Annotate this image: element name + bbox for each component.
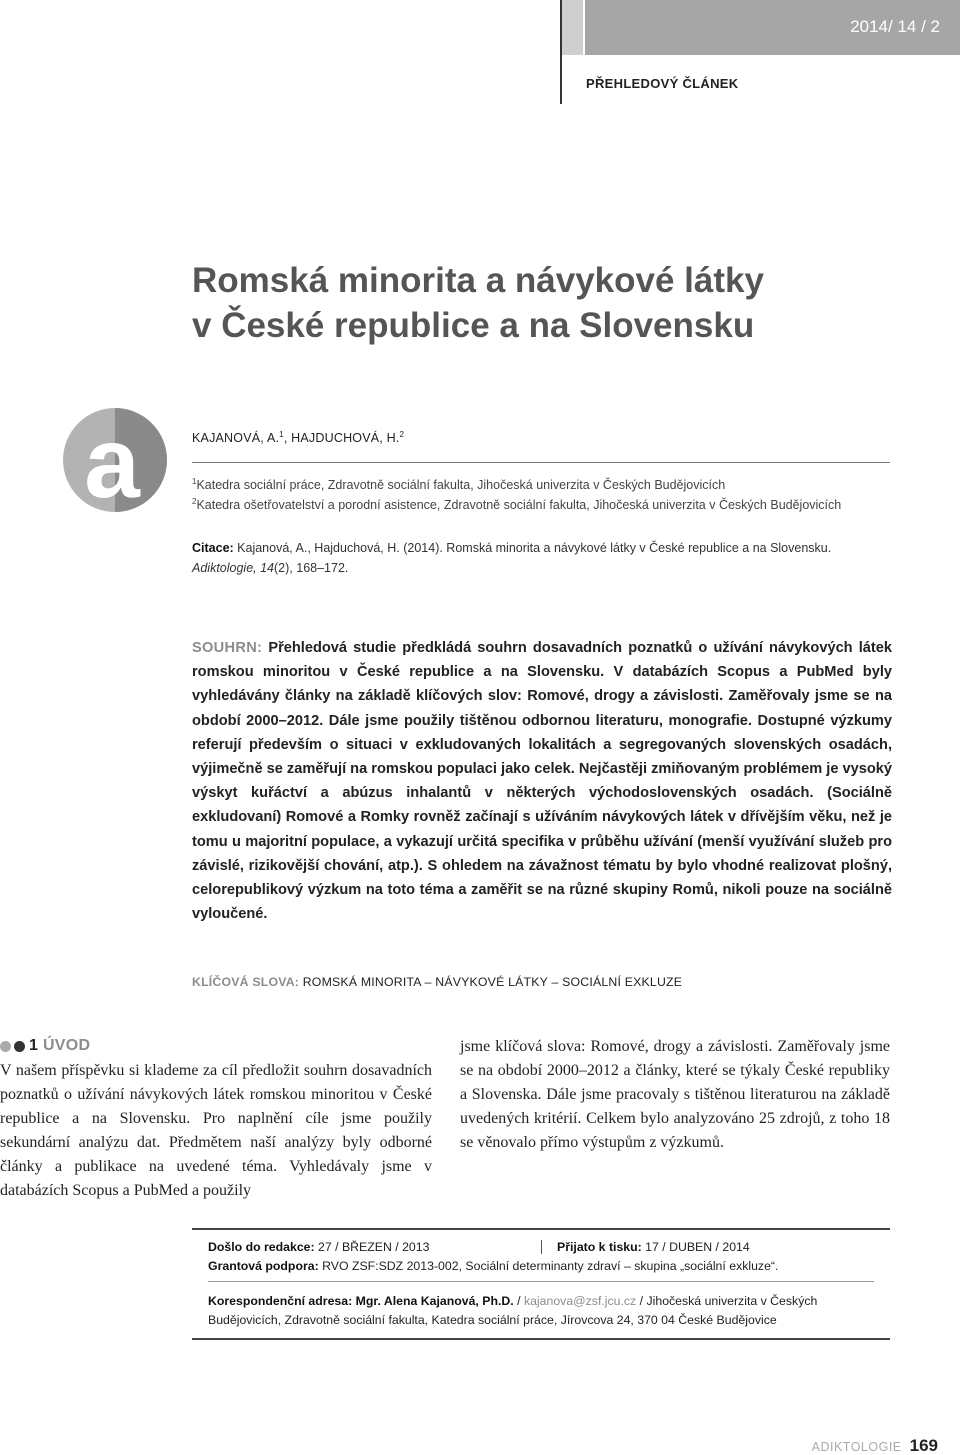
info-box-bottom-rule [192,1338,890,1340]
affiliation-1-text: Katedra sociální práce, Zdravotně sociální fakulta, Jihočeská univerzita v Českých Budějovicích [196,478,726,493]
grant-label: Grantová podpora: [208,1259,319,1273]
affiliation-1 [192,477,725,492]
author-2-sup: 2 [399,430,405,439]
affiliation-2 [192,497,841,512]
abstract-label: SOUHRN: [192,640,263,656]
accepted-label: Přijato k tisku: [557,1240,642,1254]
received-date [208,1240,429,1254]
title-line-2: v České republice a na Slovensku [192,306,755,345]
header-divider [560,0,562,104]
correspondence-email-link[interactable]: kajanova@zsf.jcu.cz [523,1294,637,1308]
correspondence-rest-1: / Jihočeská univerzita v Českých [636,1294,818,1308]
author-1-sup: 1 [279,430,284,439]
section-bullet-dark-icon [14,1041,25,1052]
header-decoration [562,0,583,55]
author-sep: , [283,431,292,446]
correspondence-address [208,1294,817,1308]
journal-logo-icon [60,405,170,515]
affiliation-2-text: Katedra ošetřovatelství a porodní asistence, Zdravotně sociální fakulta, Jihočeská univerzita v Českých Budějovicích [196,498,842,513]
page-number: 169 [909,1436,938,1455]
correspondence-name: Mgr. Alena Kajanová, Ph.D. [352,1294,514,1308]
issue-number: 2014/ 14 / 2 [850,17,940,36]
keywords-text: ROMSKÁ MINORITA – NÁVYKOVÉ LÁTKY – SOCIÁLNÍ EXKLUZE [299,975,683,989]
article-type: PŘEHLEDOVÝ ČLÁNEK [586,76,739,91]
received-value: 27 / BŘEZEN / 2013 [314,1240,430,1254]
citation-text: Kajanová, A., Hajduchová, H. (2014). Romská minorita a návykové látky v České republice a na Slovensku. [233,541,832,555]
citation [192,538,892,578]
authors [192,430,404,445]
info-box-middle-rule [208,1281,874,1282]
authors-divider [192,462,890,463]
body-column-1: V našem příspěvku si klademe za cíl předložit souhrn dosavadních poznatků o užívání návykových látek romskou minoritou v České republice a na Slovensku. Pro naplnění cíle jsme použily sekundární analýzu dat. Předmětem naší analýzy byly odborné články a publikace na uvedené téma. Vyhledávaly jsme v databázích Scopus a PubMed a použily [0,1062,432,1199]
correspondence-address-line-2: Budějovicích, Zdravotně sociální fakulta, Katedra sociální práce, Jírovcova 24, 370 04 České Budějovice [208,1313,777,1327]
article-title [192,258,932,348]
abstract [192,636,892,926]
section-number: 1 [29,1037,39,1054]
affiliation-1-num: 1 [192,477,197,486]
author-2: HAJDUCHOVÁ, H. [291,431,400,446]
page-footer [812,1436,938,1455]
logo-letter: a [84,407,140,515]
section-bullet-gray-icon [0,1041,11,1052]
keywords-label: KLÍČOVÁ SLOVA: [192,975,300,989]
body-column-2: jsme klíčová slova: Romové, drogy a závislosti. Zaměřovaly jsme se na období 2000–2012 a články, které se týkaly České republiky a Slovenska. Dále jsme pracovaly s tištěnou literaturou na základě uvedených kritérií. Celkem bylo analyzováno 25 zdrojů, z toho 18 se věnovalo přímo výstupům z výzkumů. [460,1038,890,1151]
section-title: ÚVOD [42,1037,91,1054]
info-box-top-rule [192,1228,890,1230]
section-heading [29,1037,90,1055]
citation-journal: Adiktologie, 14 [192,561,275,575]
correspondence-slash: / [513,1294,524,1308]
grant-value: RVO ZSF:SDZ 2013-002, Sociální determinanty zdraví – skupina „sociální exkluze“. [318,1259,779,1273]
keywords [192,975,682,989]
footer-journal-name: ADIKTOLOGIE [811,1440,902,1454]
affiliation-2-num: 2 [192,497,197,506]
citation-label: Citace: [192,541,234,555]
correspondence-label: Korespondenční adresa: [208,1294,353,1308]
info-date-separator [541,1240,542,1254]
article-info-box [192,1228,890,1340]
grant-support [208,1259,778,1273]
issue-bar [585,0,960,55]
abstract-text: Přehledová studie předkládá souhrn dosavadních poznatků o užívání návykových látek romskou minoritou v České republice a na Slovensku. V databázích Scopus a PubMed byly vyhledávány články na základě klíčových slov: Romové, drogy a závislosti. Zaměřovaly jsme se na období 2000–2012. Dále jsme použily tištěnou odbornou literaturu, monografie. Dostupné výzkumy referují především o situaci v exkludovaných lokalitách a segregovaných slovenských osadách, výjimečně se zaměřují na romskou populaci jako celek. Nejčastěji zmiňovaným problémem je vysoký výskyt kuřáctví a abúzus inhalantů v některých východoslovenských osadách. (Sociálně exkludovaní) Romové a Romky rovněž začínají s užíváním návykových látek v dřívějším věku, než je tomu u majoritní populace, a vykazují určitá specifika v průběhu užívání (menší využívání služeb pro závislé, rizikovější chování, atp.). S ohledem na závažnost tématu by bylo vhodné realizovat plošný, celorepublikový výzkum na toto téma a zaměřit se na různé skupiny Romů, nikoli pouze na sociálně vyloučené. [192,640,892,923]
citation-rest: (2), 168–172. [274,561,349,575]
accepted-date [557,1240,750,1254]
title-line-1: Romská minorita a návykové látky [192,261,764,300]
accepted-value: 17 / DUBEN / 2014 [641,1240,750,1254]
received-label: Došlo do redakce: [208,1240,315,1254]
author-1: KAJANOVÁ, A. [192,431,280,446]
